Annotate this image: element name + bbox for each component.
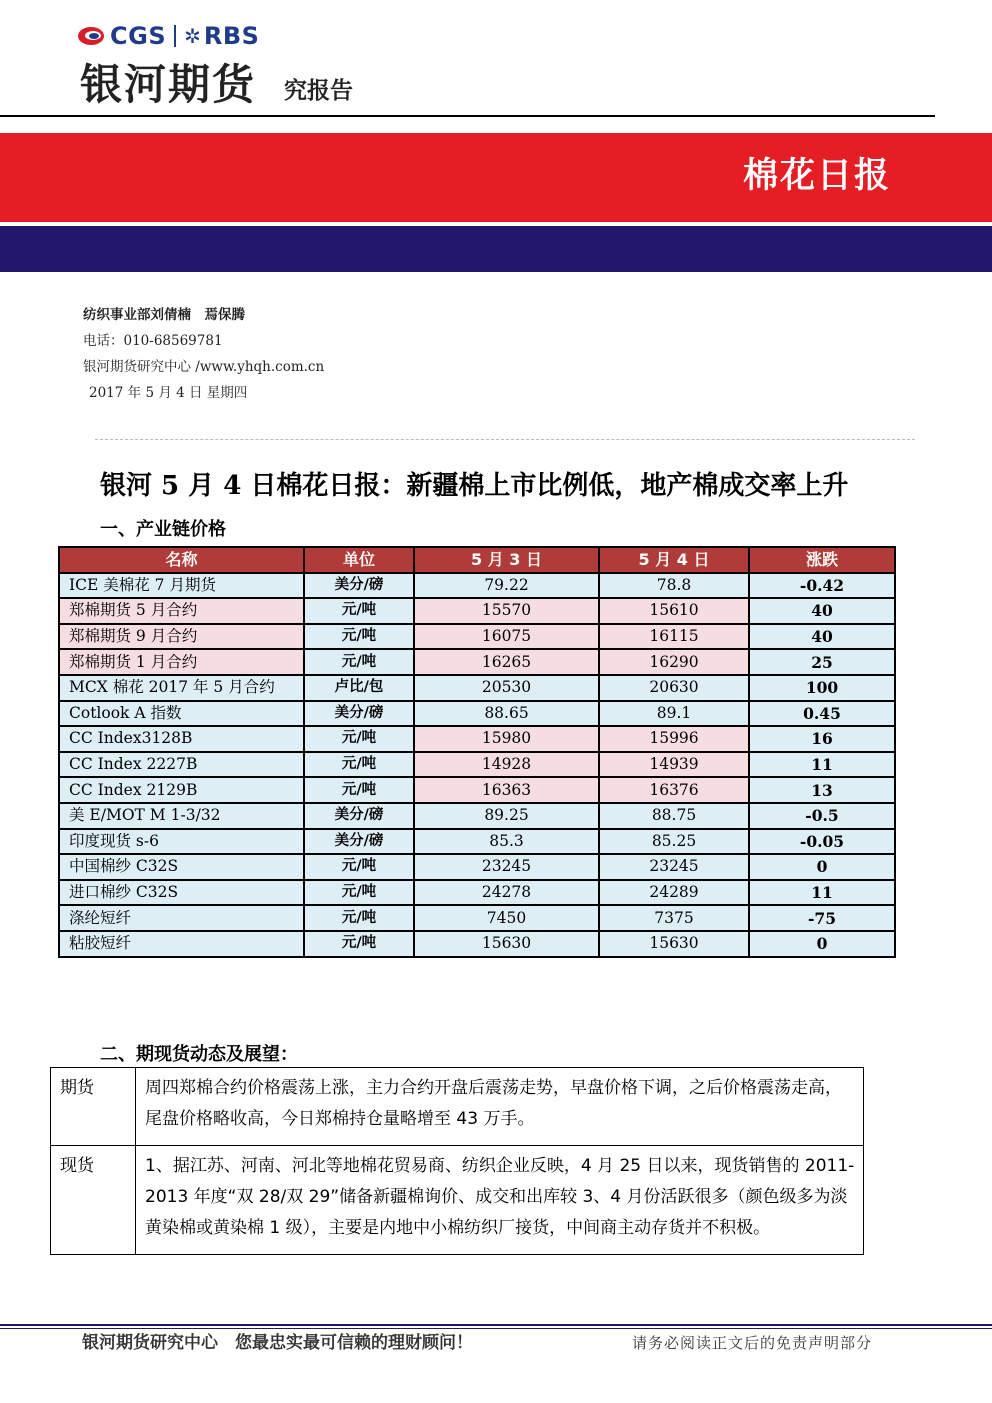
dynamics-row-futures [51, 1068, 864, 1146]
cell-change: -0.5 [749, 803, 895, 829]
table-row [59, 752, 895, 778]
cell-unit: 美分/磅 [304, 573, 414, 599]
cell-may4: 14939 [599, 752, 749, 778]
cell-unit: 元/吨 [304, 777, 414, 803]
cell-may4: 23245 [599, 854, 749, 880]
cell-change: 0 [749, 854, 895, 880]
cell-may3: 15630 [414, 931, 599, 957]
cell-name: 中国棉纱 C32S [59, 854, 304, 880]
author-team: 纺织事业部刘倩楠 焉保腾 [83, 307, 245, 323]
header-name: 名称 [59, 547, 304, 573]
table-row [59, 880, 895, 906]
cell-change: 40 [749, 598, 895, 624]
cell-change: 40 [749, 624, 895, 650]
table-row [59, 624, 895, 650]
dynamics-row-spot [51, 1146, 864, 1255]
header-change: 涨跌 [749, 547, 895, 573]
cell-may4: 16115 [599, 624, 749, 650]
report-date: 2017 年 5 月 4 日 星期四 [89, 385, 248, 401]
table-row [59, 598, 895, 624]
rbs-star-icon: ✲ [184, 24, 201, 48]
table-row [59, 675, 895, 701]
futures-label: 期货 [51, 1068, 136, 1146]
table-row [59, 777, 895, 803]
cell-may3: 89.25 [414, 803, 599, 829]
cell-may4: 16290 [599, 649, 749, 675]
footer-divider [0, 1324, 992, 1326]
cell-change: 25 [749, 649, 895, 675]
table-row [59, 854, 895, 880]
spot-label: 现货 [51, 1146, 136, 1255]
cell-change: -0.42 [749, 573, 895, 599]
cell-may3: 20530 [414, 675, 599, 701]
cell-name: 郑棉期货 9 月合约 [59, 624, 304, 650]
cell-name: 美 E/MOT M 1-3/32 [59, 803, 304, 829]
cell-unit: 元/吨 [304, 880, 414, 906]
author-phone: 电话：010-68569781 [83, 333, 223, 349]
table-row [59, 701, 895, 727]
logo-divider [174, 25, 176, 47]
cell-unit: 卢比/包 [304, 675, 414, 701]
cell-may4: 20630 [599, 675, 749, 701]
cell-may3: 15570 [414, 598, 599, 624]
cell-name: CC Index 2227B [59, 752, 304, 778]
cell-name: 印度现货 s-6 [59, 829, 304, 855]
price-table [58, 546, 896, 958]
header-divider [0, 115, 935, 117]
cell-may4: 15630 [599, 931, 749, 957]
cell-may3: 79.22 [414, 573, 599, 599]
table-row [59, 573, 895, 599]
header-unit: 单位 [304, 547, 414, 573]
headline: 银河 5 月 4 日棉花日报：新疆棉上市比例低，地产棉成交率上升 [100, 471, 849, 501]
cell-name: 郑棉期货 1 月合约 [59, 649, 304, 675]
cell-name: CC Index3128B [59, 726, 304, 752]
company-logo [78, 22, 259, 50]
cell-change: 11 [749, 752, 895, 778]
cell-may3: 16363 [414, 777, 599, 803]
cell-may4: 89.1 [599, 701, 749, 727]
cell-change: 16 [749, 726, 895, 752]
cell-name: Cotlook A 指数 [59, 701, 304, 727]
cell-may3: 23245 [414, 854, 599, 880]
cell-may4: 24289 [599, 880, 749, 906]
cell-name: 郑棉期货 5 月合约 [59, 598, 304, 624]
header-may4: 5 月 4 日 [599, 547, 749, 573]
cell-unit: 元/吨 [304, 649, 414, 675]
cell-unit: 美分/磅 [304, 803, 414, 829]
header-may3: 5 月 3 日 [414, 547, 599, 573]
cell-unit: 元/吨 [304, 854, 414, 880]
cell-may3: 24278 [414, 880, 599, 906]
cell-may3: 88.65 [414, 701, 599, 727]
dynamics-table [50, 1067, 864, 1255]
cell-name: CC Index 2129B [59, 777, 304, 803]
section-title-prices: 一、产业链价格 [100, 519, 226, 540]
cell-name: MCX 棉花 2017 年 5 月合约 [59, 675, 304, 701]
table-row [59, 649, 895, 675]
cell-unit: 元/吨 [304, 905, 414, 931]
cell-unit: 元/吨 [304, 931, 414, 957]
cell-may4: 15610 [599, 598, 749, 624]
cell-may4: 15996 [599, 726, 749, 752]
footer-disclaimer: 请务必阅读正文后的免责声明部分 [632, 1334, 873, 1352]
cell-name: ICE 美棉花 7 月期货 [59, 573, 304, 599]
author-org: 银河期货研究中心 /www.yhqh.com.cn [83, 359, 325, 375]
cgs-swirl-icon [78, 25, 106, 47]
cell-name: 涤纶短纤 [59, 905, 304, 931]
blue-band [0, 226, 992, 272]
section-title-dynamics: 二、期现货动态及展望： [100, 1044, 298, 1065]
brand-name: 银河期货 [80, 60, 257, 109]
cell-change: 0.45 [749, 701, 895, 727]
cell-may4: 78.8 [599, 573, 749, 599]
table-row [59, 829, 895, 855]
cell-change: 11 [749, 880, 895, 906]
logo-cgs-text: CGS [110, 22, 167, 50]
cell-name: 进口棉纱 C32S [59, 880, 304, 906]
cell-unit: 美分/磅 [304, 829, 414, 855]
cell-may3: 15980 [414, 726, 599, 752]
dashed-divider [95, 439, 915, 440]
cell-change: -75 [749, 905, 895, 931]
table-row [59, 726, 895, 752]
cell-unit: 元/吨 [304, 726, 414, 752]
cell-unit: 元/吨 [304, 598, 414, 624]
cell-change: 0 [749, 931, 895, 957]
cell-may4: 88.75 [599, 803, 749, 829]
table-row [59, 803, 895, 829]
cell-change: 13 [749, 777, 895, 803]
table-row [59, 905, 895, 931]
cell-may4: 16376 [599, 777, 749, 803]
cell-may3: 7450 [414, 905, 599, 931]
brand-subtitle: 究报告 [284, 78, 353, 104]
cell-may3: 85.3 [414, 829, 599, 855]
cell-may3: 16075 [414, 624, 599, 650]
logo-rbs-text: RBS [203, 22, 260, 50]
cell-name: 粘胶短纤 [59, 931, 304, 957]
cell-may4: 85.25 [599, 829, 749, 855]
footer-slogan: 银河期货研究中心 您最忠实最可信赖的理财顾问！ [82, 1333, 473, 1353]
cell-change: -0.05 [749, 829, 895, 855]
cell-unit: 美分/磅 [304, 701, 414, 727]
cell-unit: 元/吨 [304, 624, 414, 650]
cell-may3: 16265 [414, 649, 599, 675]
futures-text: 周四郑棉合约价格震荡上涨，主力合约开盘后震荡走势，早盘价格下调，之后价格震荡走高，尾盘价格略收高，今日郑棉持仓量略增至 43 万手。 [136, 1068, 864, 1146]
report-title: 棉花日报 [743, 156, 892, 196]
cell-unit: 元/吨 [304, 752, 414, 778]
spot-text: 1、据江苏、河南、河北等地棉花贸易商、纺织企业反映，4 月 25 日以来，现货销售的 2011-2013 年度“双 28/双 29”储备新疆棉询价、成交和出库较 3、4 月份活跃很多（颜色级多为淡黄染棉或黄染棉 1 级），主要是内地中小棉纺织厂接货，中间商主动存货并不积极。 [136, 1146, 864, 1255]
table-header-row [59, 547, 895, 573]
cell-may4: 7375 [599, 905, 749, 931]
cell-may3: 14928 [414, 752, 599, 778]
table-row [59, 931, 895, 957]
cell-change: 100 [749, 675, 895, 701]
